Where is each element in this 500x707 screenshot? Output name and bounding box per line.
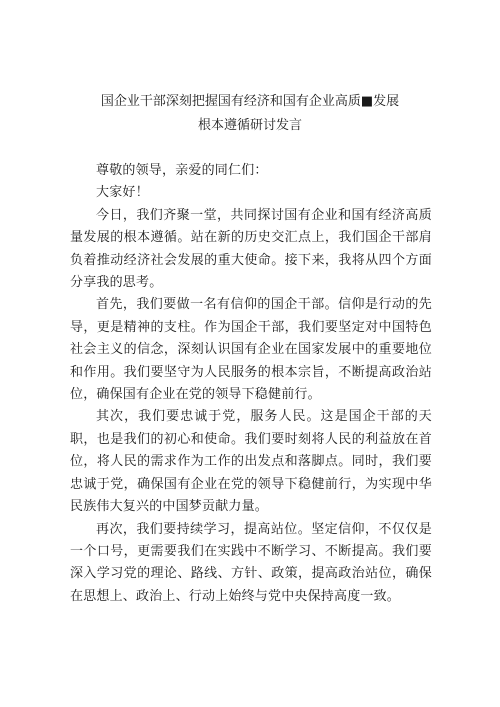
document-title-line-1: 国企业干部深刻把握国有经济和国有企业高质■发展 [100,94,400,109]
body-paragraph-first: 首先，我们要做一名有信仰的国企干部。信仰是行动的先导，更是精神的支柱。作为国企干部，我们要坚定对中国特色社会主义的信念，深刻认识国有企业在国家发展中的重要地位和作用。我们要坚守为人民服务的根本宗旨，不断提高政治站位，确保国有企业在党的领导下稳健前行。 [70,297,432,403]
document-title-line-2: 根本遵循研讨发言 [197,118,302,133]
body-paragraph-second: 其次，我们要忠诚于党，服务人民。这是国企干部的天职，也是我们的初心和使命。我们要时刻将人民的利益放在首位，将人民的需求作为工作的出发点和落脚点。同时，我们要忠诚于党，确保国有企业在党的领导下稳健前行，为实现中华民族伟大复兴的中国梦贡献力量。 [70,409,432,515]
greeting: 大家好！ [96,185,149,201]
body-paragraph-third: 再次，我们要持续学习，提高站位。坚定信仰，不仅仅是一个口号，更需要我们在实践中不断学习、不断提高。我们要深入学习党的理论、路线、方针、政策，提高政治站位，确保在思想上、政治上、行动上始终与党中央保持高度一致。 [70,521,432,604]
document-body [70,160,432,608]
body-paragraph-intro: 今日，我们齐聚一堂，共同探讨国有企业和国有经济高质量发展的根本遵循。站在新的历史交汇点上，我们国企干部肩负着推动经济社会发展的重大使命。接下来，我将从四个方面分享我的思考。 [70,207,432,291]
salutation: 尊敬的领导，亲爱的同仁们： [96,163,268,178]
